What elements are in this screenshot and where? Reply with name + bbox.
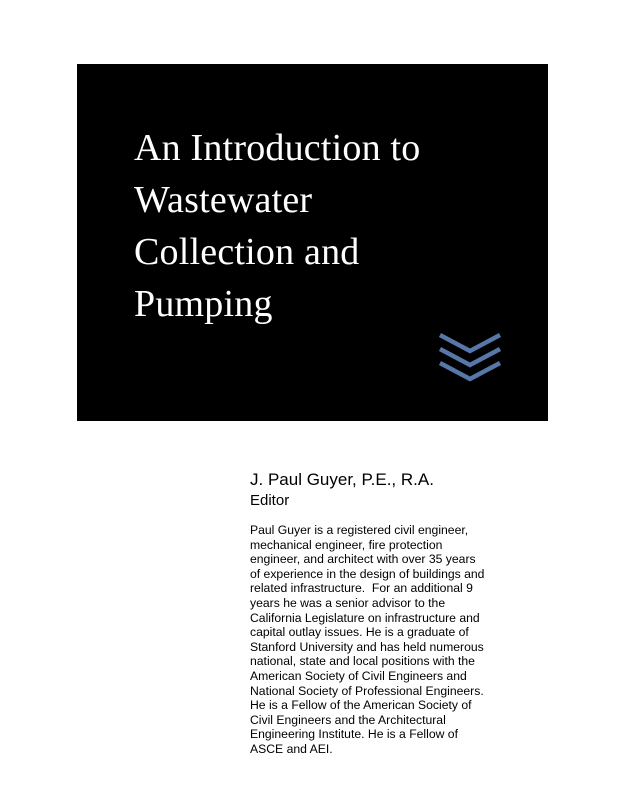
title-line: An Introduction to <box>134 127 421 169</box>
bio-line: national, state and local positions with the <box>250 654 475 669</box>
bio-line: engineer, and architect with over 35 years <box>250 552 476 567</box>
bio-line: National Society of Professional Engineers. <box>250 683 484 698</box>
bio-line: California Legislature on infrastructure and <box>250 610 480 625</box>
author-block <box>250 470 510 510</box>
author-role: Editor <box>250 492 290 509</box>
title-line: Wastewater <box>134 179 313 221</box>
bio-line: mechanical engineer, fire protection <box>250 537 443 552</box>
author-bio <box>250 523 500 757</box>
bio-line: Civil Engineers and the Architectural <box>250 712 446 727</box>
cover-panel <box>77 64 548 421</box>
bio-line: years he was a senior advisor to the <box>250 595 446 610</box>
triple-chevron-down-icon <box>438 332 502 384</box>
author-name: J. Paul Guyer, P.E., R.A. <box>250 470 434 489</box>
bio-line: capital outlay issues. He is a graduate of <box>250 625 469 640</box>
title-line: Collection and <box>134 231 360 273</box>
bio-line: of experience in the design of buildings and <box>250 566 485 581</box>
bio-line: He is a Fellow of the American Society of <box>250 698 472 713</box>
bio-line: ASCE and AEI. <box>250 741 333 756</box>
bio-line: American Society of Civil Engineers and <box>250 668 467 683</box>
bio-line: Stanford University and has held numerous <box>250 639 484 654</box>
bio-line: related infrastructure. For an additional 9 <box>250 581 473 596</box>
book-title <box>134 122 534 330</box>
bio-line: Engineering Institute. He is a Fellow of <box>250 727 458 742</box>
chevron-down-icon <box>440 335 500 351</box>
title-line: Pumping <box>134 283 273 325</box>
bio-line: Paul Guyer is a registered civil engineer, <box>250 523 469 537</box>
